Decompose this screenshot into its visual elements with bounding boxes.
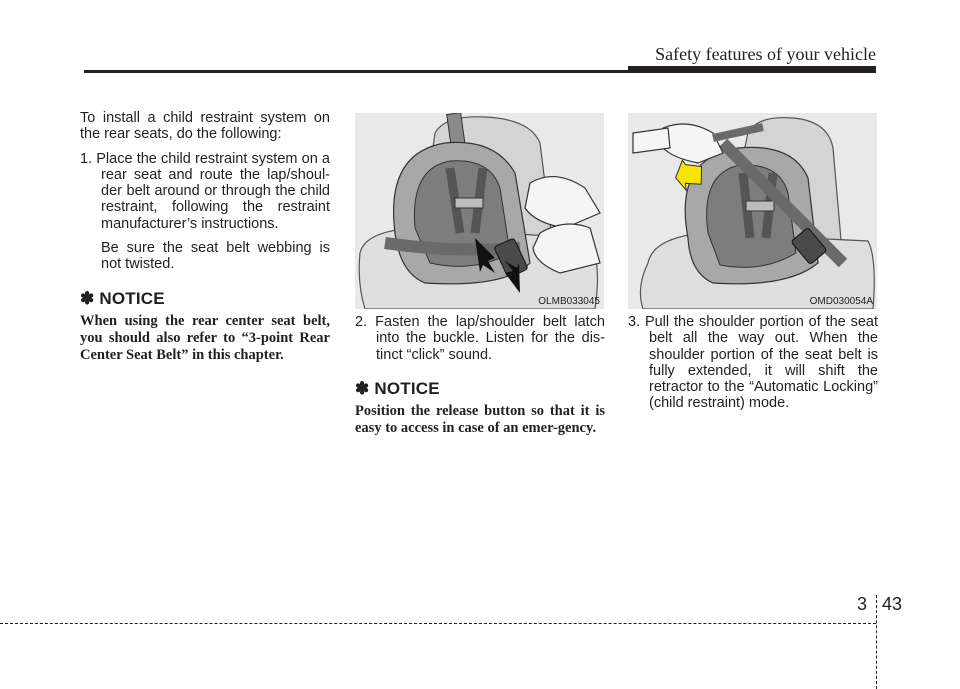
notice-title: ✽ NOTICE [80,288,165,308]
intro-paragraph: To install a child restraint system on the rear seats, do the following: [80,110,330,143]
header-rule-accent [628,66,876,72]
notice-title: ✽ NOTICE [355,378,440,398]
step-1-note: Be sure the seat belt webbing is not twisted. [101,240,330,273]
notice-body: When using the rear center seat belt, you should also refer to “3-point Rear Center Seat Belt” in this chapter. [80,312,330,363]
step-1: 1. Place the child restraint system on a rear seat and route the lap/shoul-der belt around or through the child restraint, following the restraint manufacturer’s instructions. [80,150,330,232]
chapter-number: 3 [857,594,868,614]
child-seat-pull-belt-illustration [628,113,877,309]
page-number: 43 [882,594,903,614]
notice-body: Position the release button so that it is easy to access in case of an emer-gency. [355,403,605,437]
column-1 [80,110,330,364]
page-header-title: Safety features of your vehicle [655,44,876,64]
step-2: 2. Fasten the lap/shoulder belt latch into the buckle. Listen for the dis-tinct “click” sound. [355,314,605,363]
child-seat-buckle-illustration [355,113,604,309]
column-2 [355,314,605,437]
figure-code: OMD030054A [809,296,873,307]
footer-divider [876,595,877,689]
figure-pull-belt [628,113,877,309]
column-3 [628,314,878,420]
figure-code: OLMB033045 [538,296,600,307]
step-3: 3. Pull the shoulder portion of the seat belt all the way out. When the shoulder portion of the seat belt is fully extended, it will shift the retractor to the “Automatic Locking” (child restraint) mode. [628,314,878,412]
figure-buckle-fastening [355,113,604,309]
footer-rule [0,623,876,624]
